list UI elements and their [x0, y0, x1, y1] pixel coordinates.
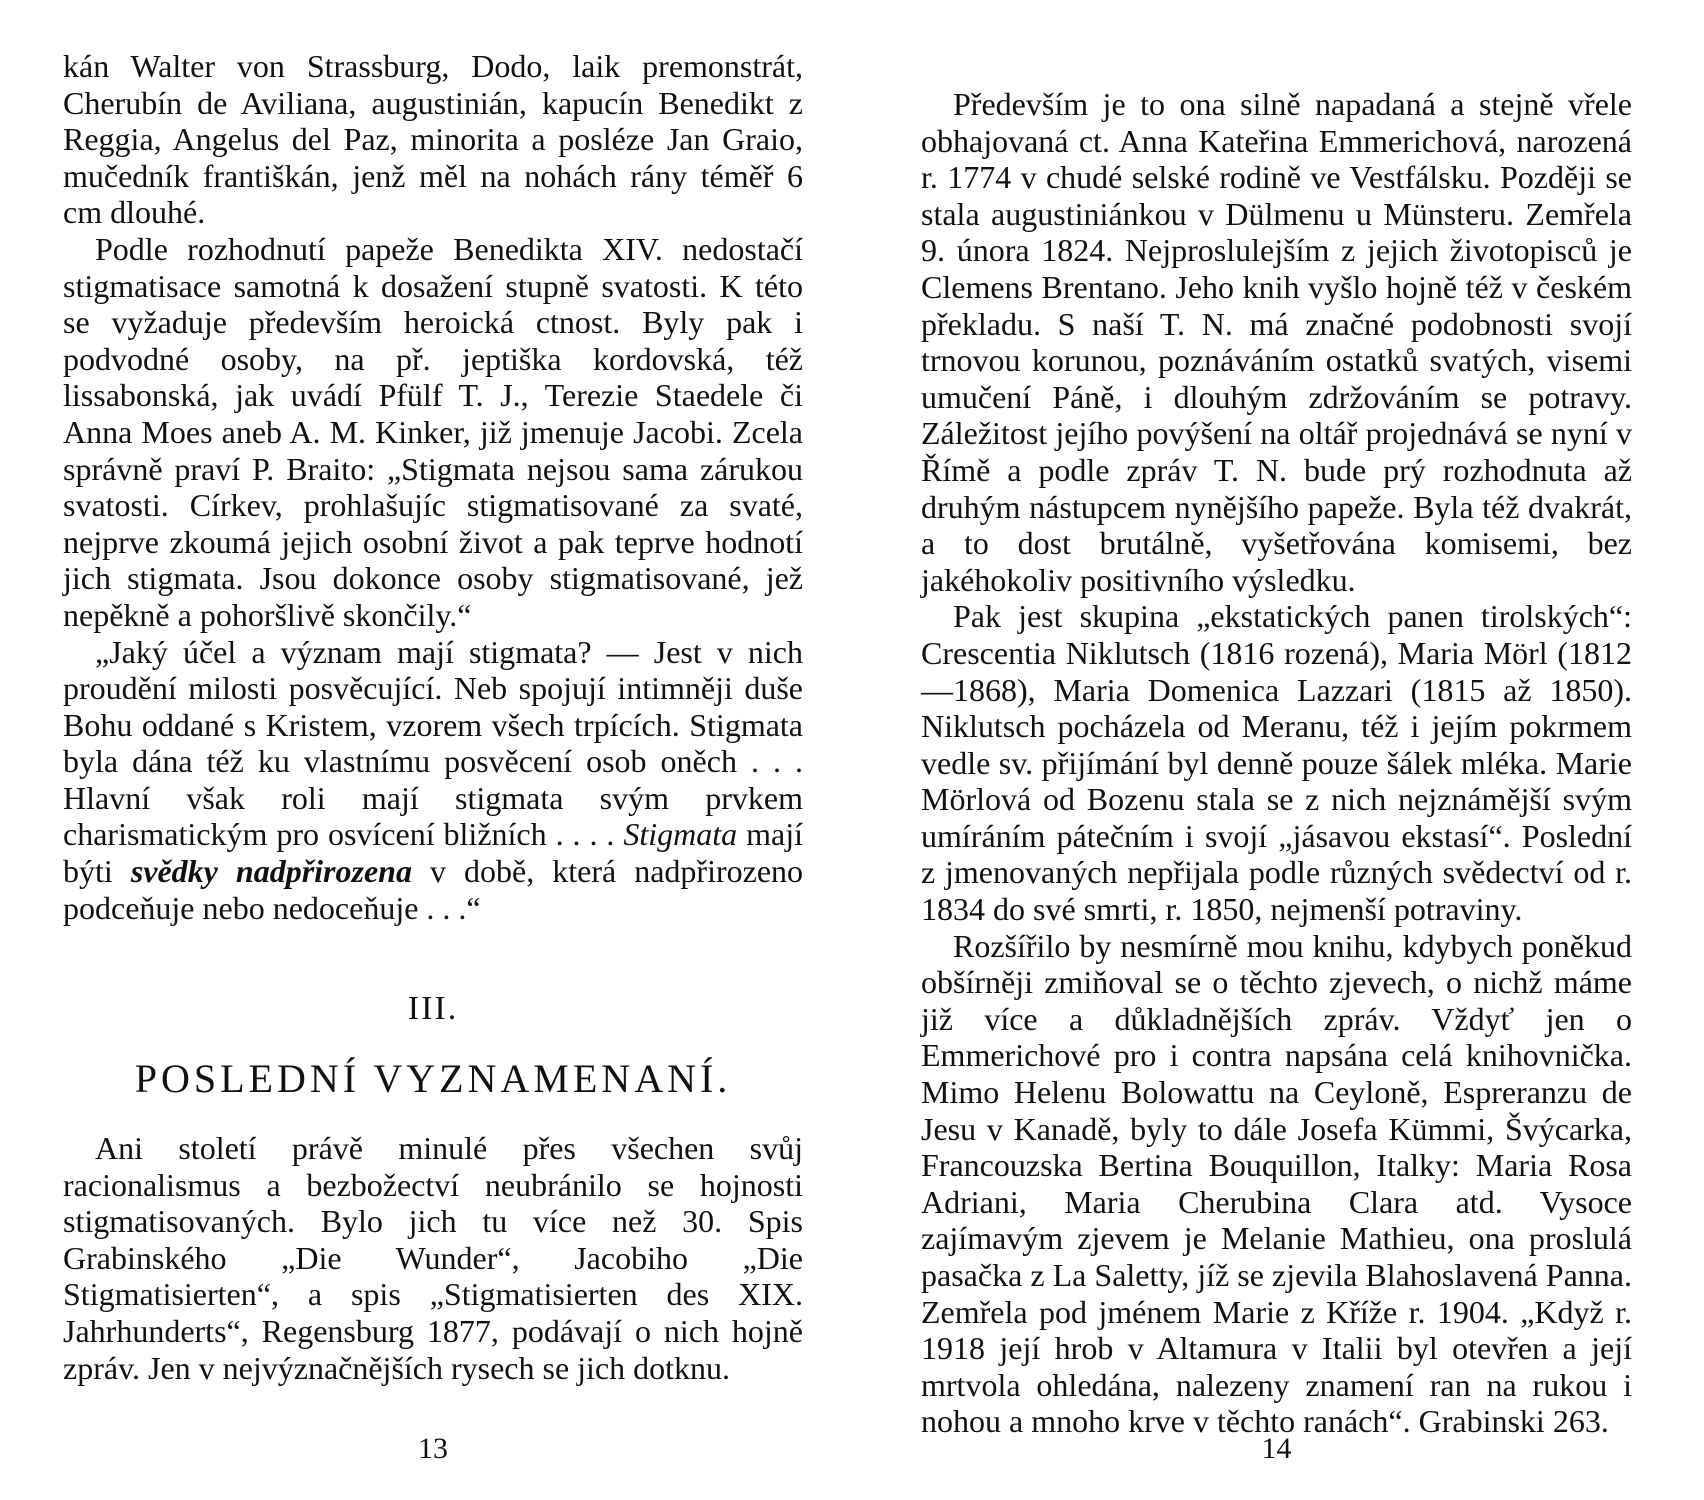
- left-page-top-text: [63, 48, 803, 926]
- left-quote-paragraph: [63, 634, 803, 927]
- chapter-title: POSLEDNÍ VYZNAMENANÍ.: [134, 1056, 732, 1101]
- chapter-number: III.: [407, 990, 459, 1027]
- right-paragraph-3: Rozšířilo by nesmírně mou knihu, kdybych poněkud obšírněji zmiňoval se o těchto zjevech, o nichž máme již více a důkladnějších zpráv. Vždyť jen o Emmerichové pro i contra napsána celá knihovnička. Mimo Helenu Bolowattu na Ceyloně, Espreranzu de Jesu v Kanadě, byly to dále Josefa Kümmi, Švýcarka, Francouzska Bertina Bouquillon, Italky: Maria Rosa Adriani, Maria Cherubina Clara atd. Vysoce zajímavým zjevem je Melanie Mathieu, ona proslulá pasačka z La Saletty, jíž se zjevila Blahoslavená Panna. Zemřela pod jménem Marie z Kříže r. 1904. „Když r. 1918 její hrob v Altamura v Italii byl otevřen a její mrtvola ohledána, nalezeny znamení ran na rukou i nohou a mnoho krve v těchto ranách“. Grabinski 263.: [921, 927, 1632, 1440]
- left-paragraph-2: Podle rozhodnutí papeže Benedikta XIV. nedostačí stigmatisace samotná k dosažení stupně svatosti. K této se vyžaduje především heroická ctnost. Byly pak i podvodné osoby, na př. jeptiška kordovská, též lissabonská, jak uvádí Pfülf T. J., Terezie Staedele či Anna Moes aneb A. M. Kinker, již jmenuje Jacobi. Zcela správně praví P. Braito: „Stigmata nejsou sama zárukou svatosti. Církev, prohlašujíc stigmatisované za svaté, nejprve zkoumá jejich osobní život a pak teprve hodnotí jich stigmata. Jsou dokonce osoby stigmatisované, jež nepěkně a pohoršlivě skončily.“: [63, 230, 803, 633]
- left-page-bottom-text: [63, 1130, 803, 1386]
- quote-text-before: „Jaký účel a význam mají stigmata? — Jest v nich proudění milosti posvěcující. Neb spojují intimněji duše Bohu oddané s Kristem, vzorem všech trpících. Stigmata byla dána též ku vlastnímu posvěcení osob oněch . . . Hlavní však roli mají stigmata svým prvkem charismatickým pro osvícení bližních . . . .: [63, 633, 803, 853]
- quote-italic-stigmata: Stigmata: [623, 816, 738, 853]
- quote-text-middle: mají býti: [63, 816, 804, 890]
- left-chapter-paragraph: Ani století právě minulé přes všechen svůj racionalismus a bezbožectví neubránilo se hojnosti stigmatisovaných. Bylo jich tu více než 30. Spis Grabinského „Die Wunder“, Jacobiho „Die Stigmatisierten“, a spis „Stigmatisierten des XIX. Jahrhunderts“, Regensburg 1877, podávají o nich hojně zpráv. Jen v nejvýznačnějších rysech se jich dotknu.: [63, 1130, 803, 1386]
- left-page-number: 13: [418, 1432, 448, 1465]
- right-page-text: [921, 86, 1632, 1440]
- left-paragraph-1: kán Walter von Strassburg, Dodo, laik premonstrát, Cherubín de Aviliana, augustinián, kapucín Benedikt z Reggia, Angelus del Paz, minorita a posléze Jan Graio, mučedník františkán, jenž měl na nohách rány téměř 6 cm dlouhé.: [63, 48, 803, 231]
- quote-italic-svedky: svědky nadpřirozena: [130, 853, 412, 890]
- quote-text-after: v době, která nadpřirozeno podceňuje nebo nedoceňuje . . .“: [63, 853, 804, 926]
- right-paragraph-1: Především je to ona silně napadaná a stejně vřele obhajovaná ct. Anna Kateřina Emmerichová, narozená r. 1774 v chudé selské rodině ve Vestfálsku. Později se stala augustiniánkou v Dülmenu u Münsteru. Zemřela 9. února 1824. Nejproslulejším z jejich životopisců je Clemens Brentano. Jeho knih vyšlo hojně též v českém překladu. S naší T. N. má značné podobnosti svojí trnovou korunou, poznáváním ostatků svatých, visemi umučení Páně, i dlouhým zdržováním se potravy. Záležitost jejího povýšení na oltář projednává se nyní v Římě a podle zpráv T. N. bude prý rozhodnuta až druhým nástupcem nynějšího papeže. Byla též dvakrát, a to dost brutálně, vyšetřována komisemi, bez jakéhokoliv positivního výsledku.: [921, 86, 1632, 598]
- right-paragraph-2: Pak jest skupina „ekstatických panen tirolských“: Crescentia Niklutsch (1816 rozená), Maria Mörl (1812—1868), Maria Domenica Lazzari (1815 až 1850). Niklutsch pocházela od Meranu, též i jejím pokrmem vedle sv. přijímání byl denně pouze šálek mléka. Marie Mörlová od Bozenu stala se z nich nejznámější svým umíráním pátečním i svojí „jásavou ekstasí“. Poslední z jmenovaných nepřijala podle různých svědectví od r. 1834 do své smrti, r. 1850, nejmenší potraviny.: [921, 598, 1632, 928]
- right-page-number: 14: [1261, 1432, 1292, 1465]
